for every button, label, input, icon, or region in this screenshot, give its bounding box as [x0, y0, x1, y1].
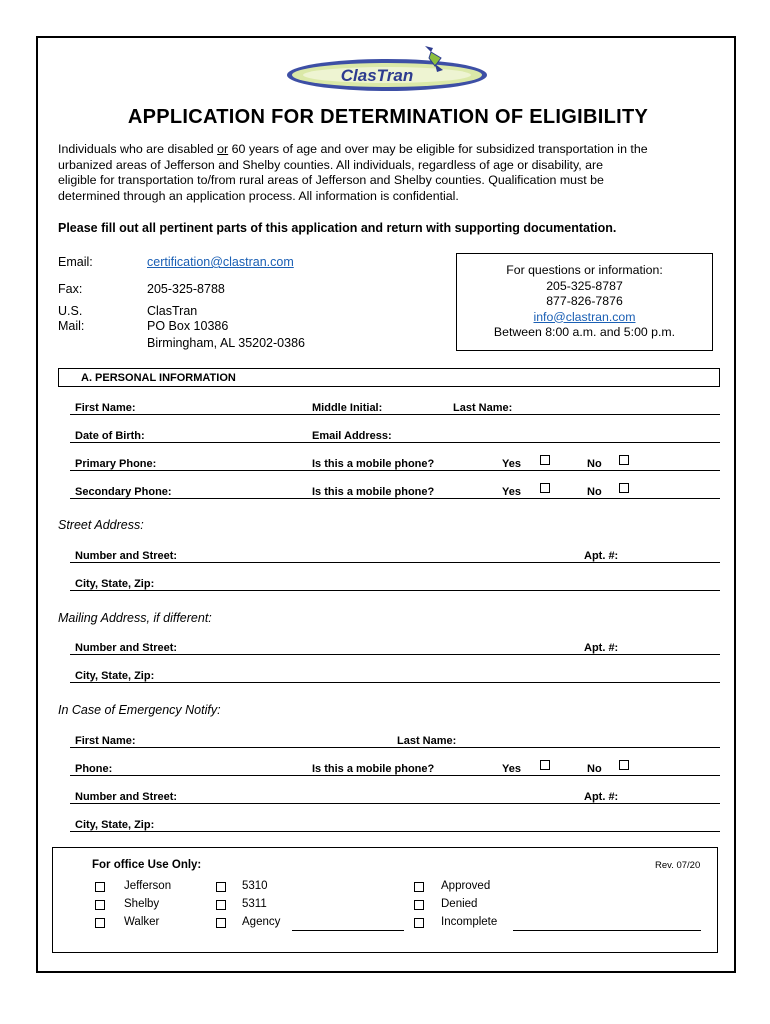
primary-mobile-question: Is this a mobile phone? — [312, 458, 435, 470]
incomplete-blank-line[interactable] — [513, 930, 701, 931]
mail-line-2: PO Box 10386 — [147, 319, 229, 333]
intro-line-1 — [58, 142, 722, 158]
intro-paragraph — [58, 142, 722, 204]
primary-phone-line[interactable] — [70, 470, 720, 471]
name-field-line[interactable] — [70, 414, 720, 415]
first-name-label: First Name: — [75, 402, 136, 414]
fax-label: Fax: — [58, 282, 83, 296]
agency-label: Agency — [242, 916, 281, 928]
secondary-phone-line[interactable] — [70, 498, 720, 499]
5311-checkbox[interactable] — [216, 900, 226, 910]
intro-or-underlined: or — [217, 142, 229, 156]
intro-line-1a: Individuals who are disabled — [58, 142, 218, 156]
street-address-heading: Street Address: — [58, 518, 144, 532]
emergency-mobile-question: Is this a mobile phone? — [312, 763, 435, 775]
primary-no-checkbox[interactable] — [619, 455, 629, 465]
intro-line-2: urbanized areas of Jefferson and Shelby counties. All individuals, regardless of age or disability, are — [58, 157, 604, 172]
mailing-address-heading: Mailing Address, if different: — [58, 611, 212, 625]
mailing-city-label: City, State, Zip: — [75, 670, 155, 682]
street-apt-label: Apt. #: — [584, 550, 619, 562]
office-heading: For office Use Only: — [92, 859, 202, 871]
shelby-label: Shelby — [124, 898, 160, 910]
agency-blank-line[interactable] — [292, 930, 404, 931]
page-title: APPLICATION FOR DETERMINATION OF ELIGIBILITY — [127, 106, 649, 128]
secondary-no-label: No — [587, 486, 602, 498]
info-email-link[interactable]: info@clastran.com — [533, 309, 636, 324]
secondary-yes-checkbox[interactable] — [540, 483, 550, 493]
logo-text: ClasTran — [340, 66, 414, 85]
approved-label: Approved — [441, 880, 491, 892]
street-number-label: Number and Street: — [75, 550, 178, 562]
primary-yes-label: Yes — [502, 458, 521, 470]
agency-checkbox[interactable] — [216, 918, 226, 928]
info-phone-2: 877-826-7876 — [546, 294, 623, 308]
info-hours: Between 8:00 a.m. and 5:00 p.m. — [493, 325, 676, 339]
incomplete-label: Incomplete — [441, 916, 498, 928]
clastran-logo — [285, 44, 490, 94]
emergency-phone-label: Phone: — [75, 763, 113, 775]
dob-label: Date of Birth: — [75, 430, 145, 442]
denied-label: Denied — [441, 898, 478, 910]
denied-checkbox[interactable] — [414, 900, 424, 910]
intro-line-1b: 60 years of age and over may be eligible for subsidized transportation in the — [228, 142, 648, 156]
mail-label-mail: Mail: — [58, 319, 85, 333]
mailing-number-line[interactable] — [70, 654, 720, 655]
emergency-phone-line[interactable] — [70, 775, 720, 776]
mail-line-1: ClasTran — [147, 304, 198, 318]
5311-label: 5311 — [242, 898, 267, 910]
intro-line-4: determined through an application process. All information is confidential. — [58, 188, 459, 203]
mailing-number-label: Number and Street: — [75, 642, 178, 654]
revision-label: Rev. 07/20 — [655, 860, 701, 871]
secondary-mobile-question: Is this a mobile phone? — [312, 486, 435, 498]
last-name-label: Last Name: — [453, 402, 513, 414]
secondary-phone-label: Secondary Phone: — [75, 486, 172, 498]
mail-line-3: Birmingham, AL 35202-0386 — [147, 336, 305, 350]
primary-phone-label: Primary Phone: — [75, 458, 157, 470]
secondary-yes-label: Yes — [502, 486, 521, 498]
emergency-last-name-label: Last Name: — [397, 735, 457, 747]
fax-value: 205-325-8788 — [147, 282, 225, 296]
dob-field-line[interactable] — [70, 442, 720, 443]
emergency-no-label: No — [587, 763, 602, 775]
emergency-city-line[interactable] — [70, 831, 720, 832]
primary-yes-checkbox[interactable] — [540, 455, 550, 465]
emergency-city-label: City, State, Zip: — [75, 819, 155, 831]
intro-line-3: eligible for transportation to/from rural areas of Jefferson and Shelby counties. Qualification must be — [58, 173, 604, 187]
emergency-number-line[interactable] — [70, 803, 720, 804]
email-link[interactable]: certification@clastran.com — [147, 255, 294, 269]
emergency-first-name-label: First Name: — [75, 735, 136, 747]
logo-graphic — [285, 44, 490, 94]
shelby-checkbox[interactable] — [95, 900, 105, 910]
middle-initial-label: Middle Initial: — [312, 402, 383, 414]
info-box — [456, 253, 713, 351]
secondary-no-checkbox[interactable] — [619, 483, 629, 493]
street-city-line[interactable] — [70, 590, 720, 591]
street-number-line[interactable] — [70, 562, 720, 563]
emergency-yes-checkbox[interactable] — [540, 760, 550, 770]
email-address-label: Email Address: — [312, 430, 392, 442]
mail-label-us: U.S. — [58, 304, 83, 318]
emergency-name-line[interactable] — [70, 747, 720, 748]
emergency-heading: In Case of Emergency Notify: — [58, 703, 221, 717]
info-heading: For questions or information: — [506, 263, 663, 277]
primary-no-label: No — [587, 458, 602, 470]
instruction-text: Please fill out all pertinent parts of this application and return with supporting documentation. — [58, 221, 617, 235]
emergency-no-checkbox[interactable] — [619, 760, 629, 770]
mailing-apt-label: Apt. #: — [584, 642, 619, 654]
walker-label: Walker — [124, 916, 160, 928]
section-a-header: A. PERSONAL INFORMATION — [58, 368, 720, 387]
street-city-label: City, State, Zip: — [75, 578, 155, 590]
walker-checkbox[interactable] — [95, 918, 105, 928]
emergency-yes-label: Yes — [502, 763, 521, 775]
5310-checkbox[interactable] — [216, 882, 226, 892]
emergency-number-label: Number and Street: — [75, 791, 178, 803]
info-phone-1: 205-325-8787 — [546, 278, 623, 293]
5310-label: 5310 — [242, 880, 268, 892]
jefferson-label: Jefferson — [124, 880, 172, 892]
jefferson-checkbox[interactable] — [95, 882, 105, 892]
approved-checkbox[interactable] — [414, 882, 424, 892]
emergency-apt-label: Apt. #: — [584, 791, 619, 803]
mailing-city-line[interactable] — [70, 682, 720, 683]
email-label: Email: — [58, 255, 93, 269]
incomplete-checkbox[interactable] — [414, 918, 424, 928]
